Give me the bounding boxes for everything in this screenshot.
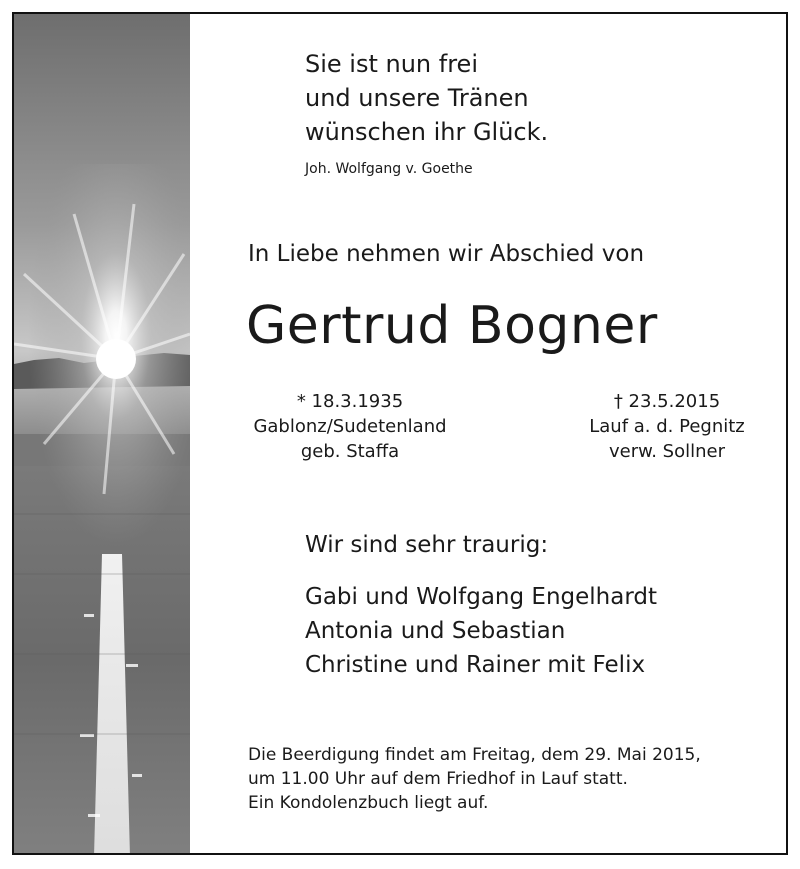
- sunset-over-water-photo: [14, 14, 190, 853]
- death-date: † 23.5.2015: [613, 391, 721, 412]
- quote-author: Joh. Wolfgang v. Goethe: [305, 161, 473, 177]
- maiden-name: geb. Staffa: [300, 441, 400, 462]
- mourners-heading: Wir sind sehr traurig:: [305, 532, 549, 558]
- poem-line: Sie ist nun frei: [305, 50, 478, 78]
- mourner-name: Christine und Rainer mit Felix: [305, 652, 646, 678]
- deceased-name: Gertrud Bogner: [246, 296, 658, 356]
- funeral-info-line: um 11.00 Uhr auf dem Friedhof in Lauf statt.: [248, 769, 628, 789]
- funeral-info-line: Die Beerdigung findet am Freitag, dem 29. Mai 2015,: [248, 745, 701, 765]
- birth-details: [250, 389, 450, 464]
- poem-line: und unsere Tränen: [305, 84, 529, 112]
- death-details: [576, 389, 758, 464]
- poem-line: wünschen ihr Glück.: [305, 118, 549, 146]
- death-place: Lauf a. d. Pegnitz: [589, 416, 745, 437]
- intro-text: In Liebe nehmen wir Abschied von: [248, 241, 645, 267]
- birth-place: Gablonz/Sudetenland: [253, 416, 447, 437]
- funeral-info-line: Ein Kondolenzbuch liegt auf.: [248, 793, 489, 813]
- sunset-photo-graphic: [14, 14, 190, 853]
- widowed-name: verw. Sollner: [609, 441, 725, 462]
- mourner-name: Gabi und Wolfgang Engelhardt: [305, 584, 658, 610]
- mourner-name: Antonia und Sebastian: [305, 618, 566, 644]
- birth-date: * 18.3.1935: [296, 391, 404, 412]
- obituary-notice: [12, 12, 788, 855]
